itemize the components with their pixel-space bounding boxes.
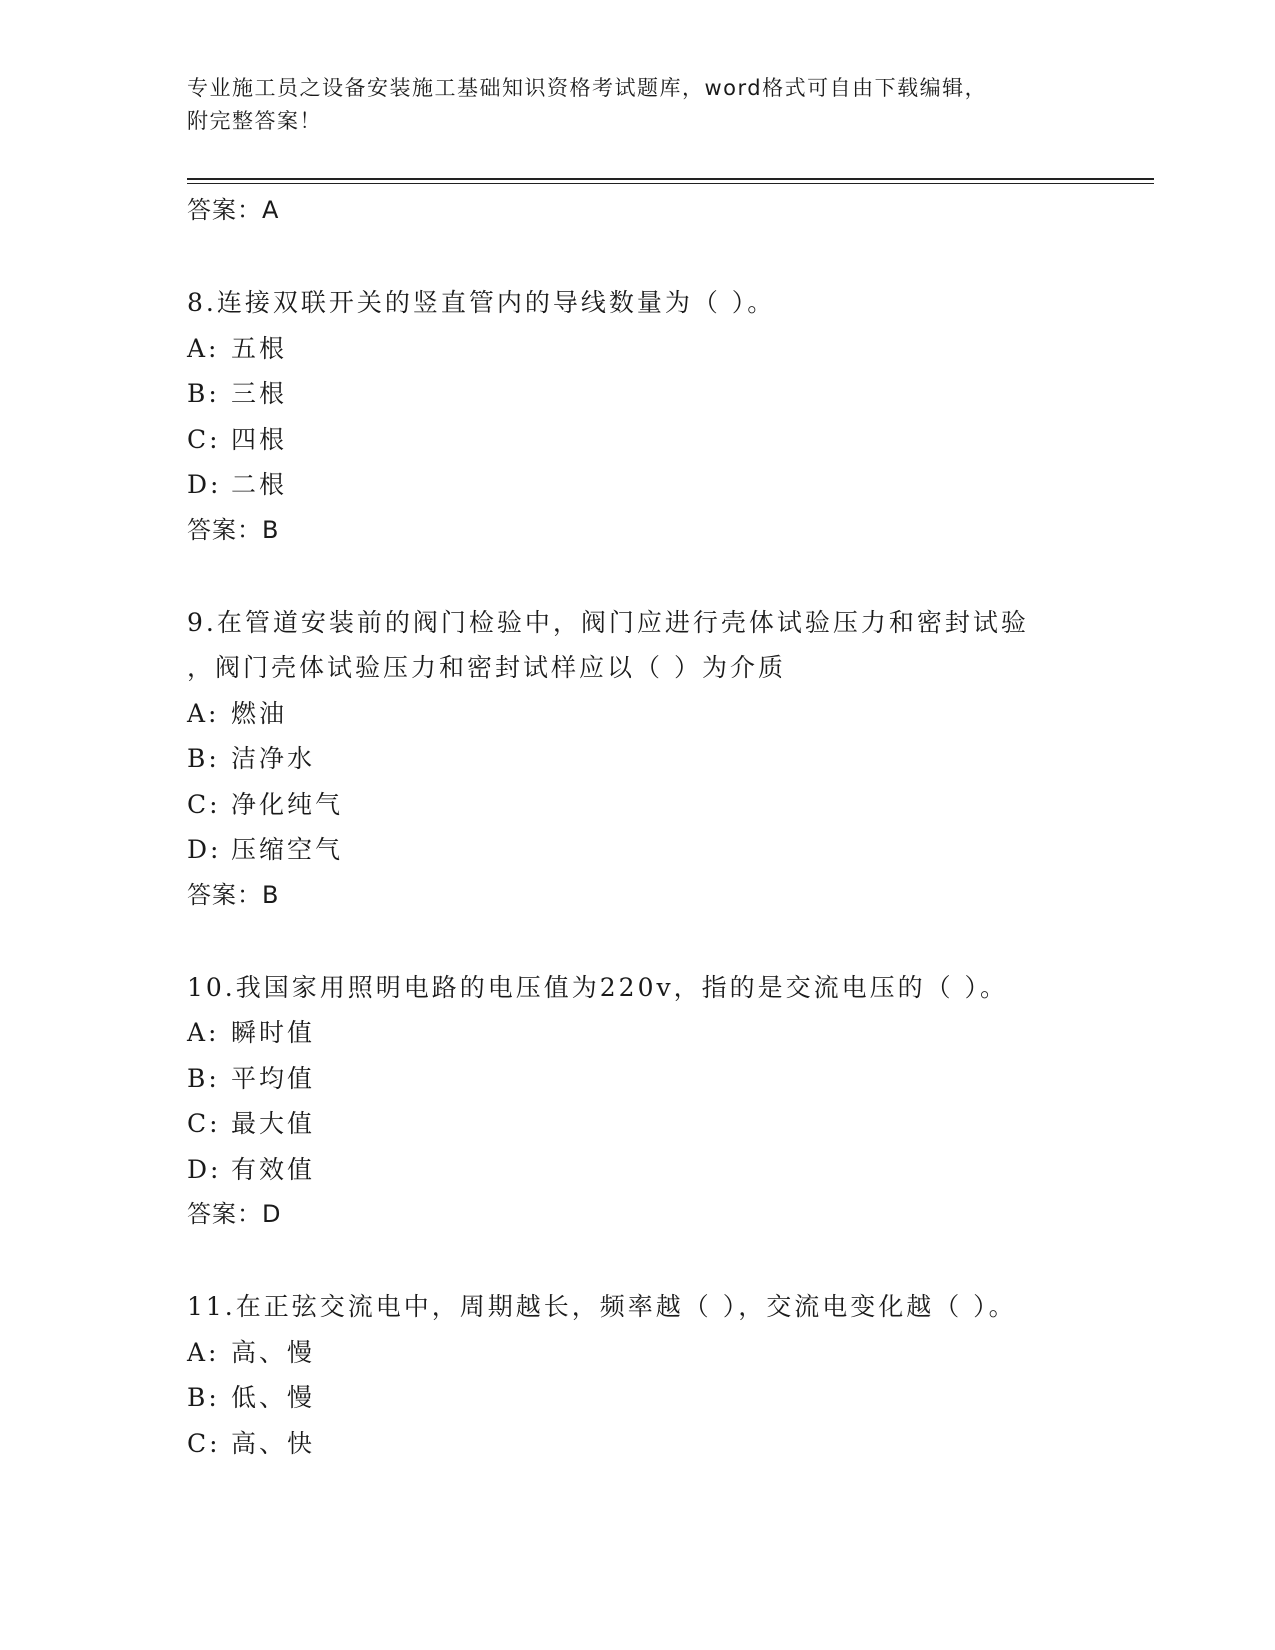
option-b: [187, 1056, 1154, 1102]
question-text: 8.连接双联开关的竖直管内的导线数量为（ ）。: [187, 288, 776, 317]
option-key: A:: [187, 698, 220, 728]
question-block: [187, 965, 1154, 1238]
option-text: 压缩空气: [231, 835, 344, 864]
option-text: 燃油: [231, 698, 288, 728]
question-list: [187, 188, 1154, 1466]
option-key: C:: [187, 1428, 221, 1458]
option-key: B:: [187, 1383, 220, 1412]
option-a: [187, 691, 1154, 737]
option-key: B:: [187, 379, 220, 408]
option-key: A:: [187, 1337, 220, 1367]
option-text: 有效值: [231, 1154, 316, 1184]
option-text: 二根: [231, 470, 288, 499]
question-text: 9.在管道安装前的阀门检验中，阀门应进行壳体试验压力和密封试验: [187, 607, 1029, 637]
option-b: [187, 736, 1154, 782]
option-key: B:: [187, 744, 220, 773]
option-text: 低、慢: [231, 1383, 316, 1412]
option-key: C:: [187, 424, 221, 454]
option-c: [187, 782, 1154, 828]
option-c: [187, 1101, 1154, 1147]
option-text: 五根: [231, 333, 288, 363]
option-text: 洁净水: [231, 744, 316, 773]
option-text: 瞬时值: [231, 1018, 316, 1047]
option-key: C:: [187, 1109, 221, 1138]
option-text: 三根: [231, 379, 288, 408]
option-key: A:: [187, 1018, 220, 1047]
option-b: [187, 1375, 1154, 1421]
header-line-1: 专业施工员之设备安装施工基础知识资格考试题库，word格式可自由下载编辑，: [187, 76, 988, 100]
question-block: [187, 280, 1154, 553]
option-c: [187, 1421, 1154, 1467]
option-text: 四根: [231, 424, 288, 454]
option-d: [187, 827, 1154, 873]
option-text: 高、慢: [231, 1337, 316, 1367]
question-text: 10.我国家用照明电路的电压值为220v，指的是交流电压的（ ）。: [187, 972, 1009, 1002]
question-text: 11.在正弦交流电中，周期越长，频率越（ ），交流电变化越（ ）。: [187, 1292, 1017, 1321]
option-key: C:: [187, 789, 221, 819]
option-a: [187, 326, 1154, 372]
answer-line: 答案：B: [187, 515, 280, 544]
question-text-continued: ，阀门壳体试验压力和密封试样应以（ ）为介质: [187, 653, 786, 682]
option-key: D:: [187, 1154, 222, 1184]
option-key: D:: [187, 835, 222, 864]
header-divider-thick: [187, 178, 1154, 180]
question-block: [187, 600, 1154, 918]
answer-line: 答案：B: [187, 880, 280, 909]
document-header: [187, 72, 1087, 138]
option-a: [187, 1010, 1154, 1056]
header-divider-thin: [187, 183, 1154, 184]
option-c: [187, 417, 1154, 463]
answer-line: 答案：A: [187, 196, 280, 224]
option-text: 高、快: [231, 1428, 316, 1458]
header-line-2: 附完整答案！: [187, 109, 322, 133]
option-text: 最大值: [231, 1109, 316, 1138]
option-d: [187, 462, 1154, 508]
question-block: [187, 1284, 1154, 1466]
answer-line: 答案：D: [187, 1200, 282, 1228]
option-key: B:: [187, 1063, 220, 1093]
option-text: 净化纯气: [231, 789, 344, 819]
option-key: D:: [187, 470, 222, 499]
option-b: [187, 371, 1154, 417]
option-text: 平均值: [231, 1063, 316, 1093]
option-key: A:: [187, 333, 220, 363]
option-d: [187, 1147, 1154, 1193]
option-a: [187, 1330, 1154, 1376]
